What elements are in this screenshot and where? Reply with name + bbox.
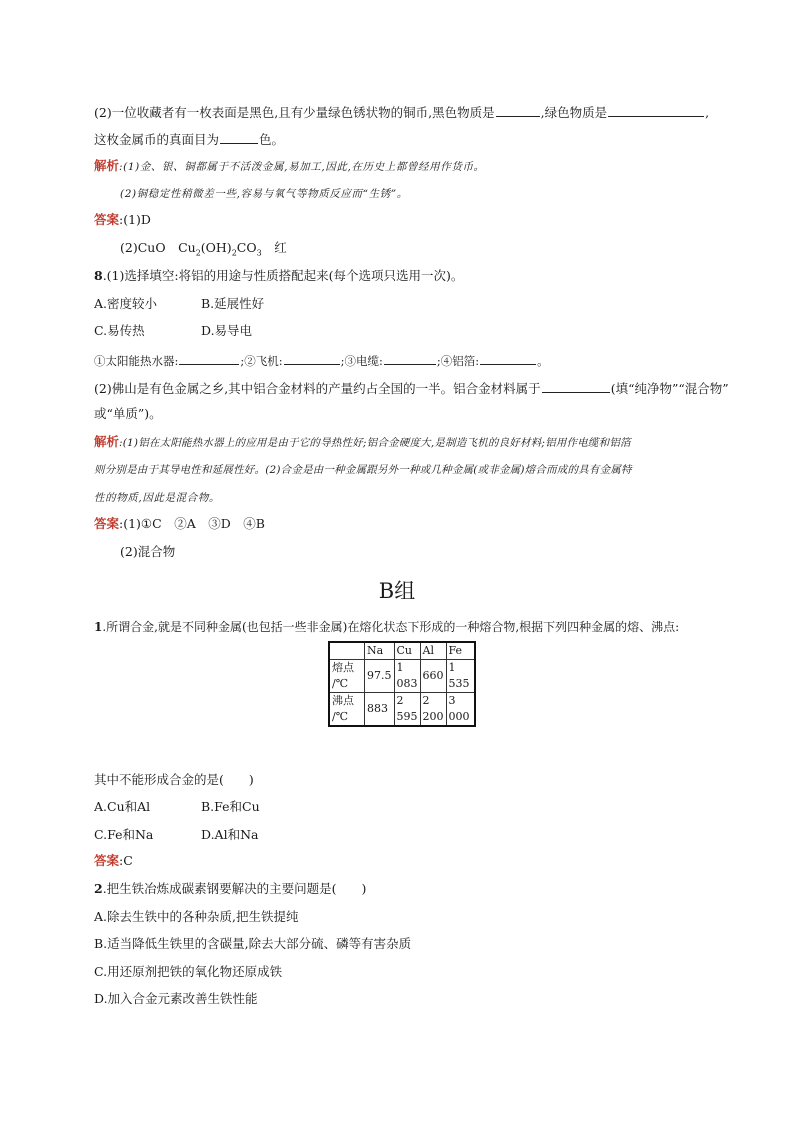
explanation-label: 解析 [94, 158, 120, 173]
question-text: (填“纯净物”“混合物” [610, 381, 729, 396]
answer-blank[interactable] [220, 131, 258, 144]
table-header-row [329, 642, 475, 660]
answer-text: 红 [261, 240, 287, 255]
explanation-label: 解析 [94, 434, 120, 449]
table-cell: 2 200 [420, 693, 446, 727]
answer-text: :(1)D [119, 212, 151, 227]
table-row [329, 693, 475, 727]
answer-text: :C [119, 853, 133, 868]
answer-blank[interactable] [480, 352, 536, 365]
q7-part2-line1 [94, 104, 709, 121]
answer-blank[interactable] [496, 104, 540, 117]
blank-prompt: ;④铝箔: [436, 354, 480, 368]
q8-option-a[interactable]: A.密度较小 [94, 296, 158, 311]
question-text: (2)佛山是有色金属之乡,其中铝合金材料的产量约占全国的一半。铝合金材料属于 [94, 381, 541, 396]
table-header-cell: Cu [394, 642, 420, 660]
answer-blank[interactable] [179, 352, 239, 365]
q7-part2-line2 [94, 131, 284, 148]
b2-option-a[interactable]: A.除去生铁中的各种杂质,把生铁提纯 [94, 909, 299, 924]
b2-stem [94, 881, 366, 897]
table-header-cell: Na [365, 642, 395, 660]
q7-part2-text: , [705, 105, 710, 120]
blank-prompt: ;③电缆: [340, 354, 383, 368]
row-label-cell [329, 660, 365, 693]
b1-answer [94, 853, 133, 869]
question-number: 1 [94, 620, 103, 634]
q8-part2-line1 [94, 380, 729, 397]
q8-option-b[interactable]: B.延展性好 [201, 296, 265, 311]
answer-blank[interactable] [284, 352, 340, 365]
subscript: 2 [195, 248, 201, 258]
q8-option-d[interactable]: D.易导电 [201, 323, 253, 338]
q8-blanks-line [94, 352, 549, 369]
explanation-text: 性的物质,因此是混合物。 [94, 492, 221, 504]
row-label: 沸点 [332, 694, 354, 707]
answer-label: 答案 [94, 853, 120, 868]
explanation-text: (2)铜稳定性稍微差一些,容易与氧气等物质反应而“生锈”。 [120, 188, 408, 200]
q8-explanation-line1 [94, 434, 631, 451]
answer-blank[interactable] [384, 352, 436, 365]
question-number: 8 [94, 268, 103, 283]
answer-blank[interactable] [542, 380, 610, 393]
row-label-cell [329, 693, 365, 727]
table-cell: 1 535 [446, 660, 475, 693]
q7-explanation-line1 [94, 158, 485, 175]
answer-text: :(1)①C ②A ③D ④B [119, 516, 265, 531]
blank-prompt: ;②飞机: [240, 354, 283, 368]
q7-part2-text: (2)一位收藏者有一枚表面是黑色,且有少量绿色锈状物的铜币,黑色物质是 [94, 105, 495, 120]
table-header-cell [329, 642, 365, 660]
table-cell: 1 083 [394, 660, 420, 693]
answer-blank[interactable] [608, 104, 704, 117]
table-header-cell: Fe [446, 642, 475, 660]
b1-option-d[interactable]: D.Al和Na [201, 827, 259, 842]
question-number: 2 [94, 881, 103, 896]
row-unit: /℃ [332, 677, 349, 690]
explanation-text: :(1)铝在太阳能热水器上的应用是由于它的导热性好;铝合金硬度大,是制造飞机的良好材料;铝用作电缆和铝箔 [119, 437, 631, 449]
q8-part2-line2: 或“单质”)。 [94, 406, 162, 421]
table-cell: 97.5 [365, 660, 395, 693]
q8-option-c[interactable]: C.易传热 [94, 323, 145, 338]
q7-explanation-line2 [120, 185, 408, 202]
q8-explanation-line3 [94, 489, 220, 506]
b2-option-c[interactable]: C.用还原剂把铁的氧化物还原成铁 [94, 964, 283, 979]
q7-part2-text: ,绿色物质是 [540, 105, 608, 120]
table-cell: 3 000 [446, 693, 475, 727]
b1-option-c[interactable]: C.Fe和Na [94, 827, 154, 842]
q7-answer-line2 [120, 240, 287, 262]
q8-answer-line1 [94, 516, 265, 532]
blank-prompt: 。 [537, 354, 549, 368]
q7-answer-line1 [94, 212, 151, 228]
q8-answer-line2: (2)混合物 [120, 544, 176, 559]
table-row [329, 660, 475, 693]
q8-explanation-line2 [94, 461, 632, 478]
row-unit: /℃ [332, 710, 349, 723]
table-header-cell: Al [420, 642, 446, 660]
question-stem: .把生铁冶炼成碳素钢要解决的主要问题是( ) [102, 881, 367, 896]
subscript: 3 [256, 248, 262, 258]
answer-text: (OH) [200, 240, 232, 255]
q8-stem [94, 268, 463, 284]
table-cell: 883 [365, 693, 395, 727]
subscript: 2 [231, 248, 237, 258]
explanation-text: :(1)金、银、铜都属于不活泼金属,易加工,因此,在历史上都曾经用作货币。 [119, 161, 485, 173]
table-cell: 2 595 [394, 693, 420, 727]
answer-text: (2)CuO Cu [120, 240, 196, 255]
q7-part2-text: 这枚金属币的真面目为 [94, 132, 220, 147]
b1-question: 其中不能形成合金的是( ) [94, 772, 254, 787]
answer-label: 答案 [94, 212, 120, 227]
explanation-text: 则分别是由于其导电性和延展性好。(2)合金是由一种金属跟另外一种或几种金属(或非金属)熔合而成的具有金属特 [94, 464, 632, 476]
b1-option-a[interactable]: A.Cu和Al [94, 799, 151, 814]
answer-label: 答案 [94, 516, 120, 531]
blank-prompt: ①太阳能热水器: [94, 354, 179, 368]
question-stem: .所谓合金,就是不同种金属(也包括一些非金属)在熔化状态下形成的一种熔合物,根据下列四种金属的熔、沸点: [102, 620, 680, 634]
answer-text: CO [236, 240, 257, 255]
q7-part2-text: 色。 [259, 132, 285, 147]
question-stem: .(1)选择填空:将铝的用途与性质搭配起来(每个选项只选用一次)。 [102, 268, 464, 283]
b2-option-b[interactable]: B.适当降低生铁里的含碳量,除去大部分硫、磷等有害杂质 [94, 936, 412, 951]
b1-option-b[interactable]: B.Fe和Cu [201, 799, 260, 814]
row-label: 熔点 [332, 661, 354, 674]
b2-option-d[interactable]: D.加入合金元素改善生铁性能 [94, 991, 258, 1006]
b1-stem [94, 619, 679, 635]
table-cell: 660 [420, 660, 446, 693]
melting-boiling-table [328, 641, 476, 727]
section-heading: B组 [378, 579, 416, 603]
